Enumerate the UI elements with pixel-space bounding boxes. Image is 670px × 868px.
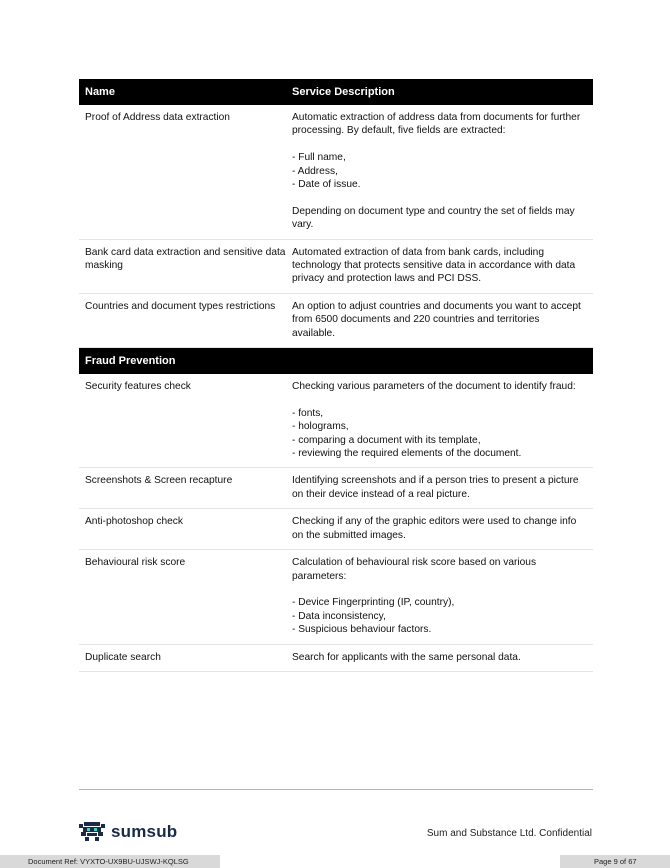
table-row — [79, 105, 593, 240]
page-number: Page 9 of 67 — [560, 855, 670, 868]
description-line: - Device Fingerprinting (IP, country), — [292, 597, 455, 609]
service-name: Security features check — [85, 381, 191, 393]
table-row — [79, 645, 593, 672]
table-row — [79, 550, 593, 644]
document-reference: Document Ref: VYXTO-UX9BU-UJSWJ-KQLSG — [0, 855, 220, 868]
rows-group-a — [79, 105, 593, 348]
description-line: Identifying screenshots and if a person tries to present a picture on their device instead of a real picture. — [292, 475, 579, 500]
description-line: Depending on document type and country the set of fields may vary. — [292, 205, 575, 231]
service-name: Screenshots & Screen recapture — [85, 475, 233, 487]
description-line: - Date of issue. — [292, 179, 361, 191]
description-line: Automatic extraction of address data from documents for further processing. By default, five fields are extracted: — [292, 112, 581, 137]
service-name: Bank card data extraction and sensitive data masking — [85, 246, 286, 272]
description-line: - Suspicious behaviour factors. — [292, 624, 432, 636]
description-line: An option to adjust countries and documents you want to accept from 6500 documents and 220 countries and territories available. — [292, 300, 581, 339]
header-name: Name — [85, 86, 115, 98]
table-row — [79, 240, 593, 294]
logo-wordmark: sumsub — [111, 822, 178, 841]
description-line: Search for applicants with the same personal data. — [292, 651, 521, 663]
sumsub-logo-icon — [79, 822, 105, 842]
description-line: - Full name, — [292, 152, 346, 164]
table-row — [79, 468, 593, 509]
service-description — [292, 105, 593, 239]
service-name: Anti-photoshop check — [85, 516, 183, 528]
description-line: - comparing a document with its template, — [292, 434, 481, 446]
section-heading: Fraud Prevention — [79, 348, 593, 374]
description-line: - reviewing the required elements of the document. — [292, 448, 522, 460]
service-description — [292, 509, 593, 549]
description-line: - fonts, — [292, 407, 324, 419]
service-description — [292, 645, 593, 671]
service-name: Proof of Address data extraction — [85, 112, 230, 123]
service-description — [292, 550, 593, 643]
description-line: Checking various parameters of the document to identify fraud: — [292, 381, 576, 393]
sumsub-logo — [79, 822, 177, 842]
rows-group-b — [79, 374, 593, 672]
services-table — [79, 79, 593, 672]
table-row — [79, 294, 593, 348]
header-description: Service Description — [292, 86, 395, 98]
description-line: Checking if any of the graphic editors were used to change info on the submitted images. — [292, 516, 577, 541]
footer-divider — [79, 789, 593, 790]
description-line: Calculation of behavioural risk score based on various parameters: — [292, 557, 537, 582]
service-description — [292, 468, 593, 508]
service-description — [292, 294, 593, 347]
service-name: Countries and document types restrictions — [85, 300, 276, 312]
table-row — [79, 509, 593, 550]
description-line: - holograms, — [292, 421, 349, 433]
service-name: Duplicate search — [85, 651, 161, 663]
service-name: Behavioural risk score — [85, 557, 186, 569]
description-line: - Address, — [292, 165, 338, 177]
description-line: Automated extraction of data from bank cards, including technology that protects sensitive data in accordance with data privacy and protection laws and PCI DSS. — [292, 246, 576, 285]
service-description — [292, 374, 593, 467]
description-line: - Data inconsistency, — [292, 610, 386, 622]
confidential-note: Sum and Substance Ltd. Confidential — [426, 828, 592, 839]
service-description — [292, 240, 593, 293]
table-header — [79, 79, 593, 105]
table-row — [79, 374, 593, 468]
